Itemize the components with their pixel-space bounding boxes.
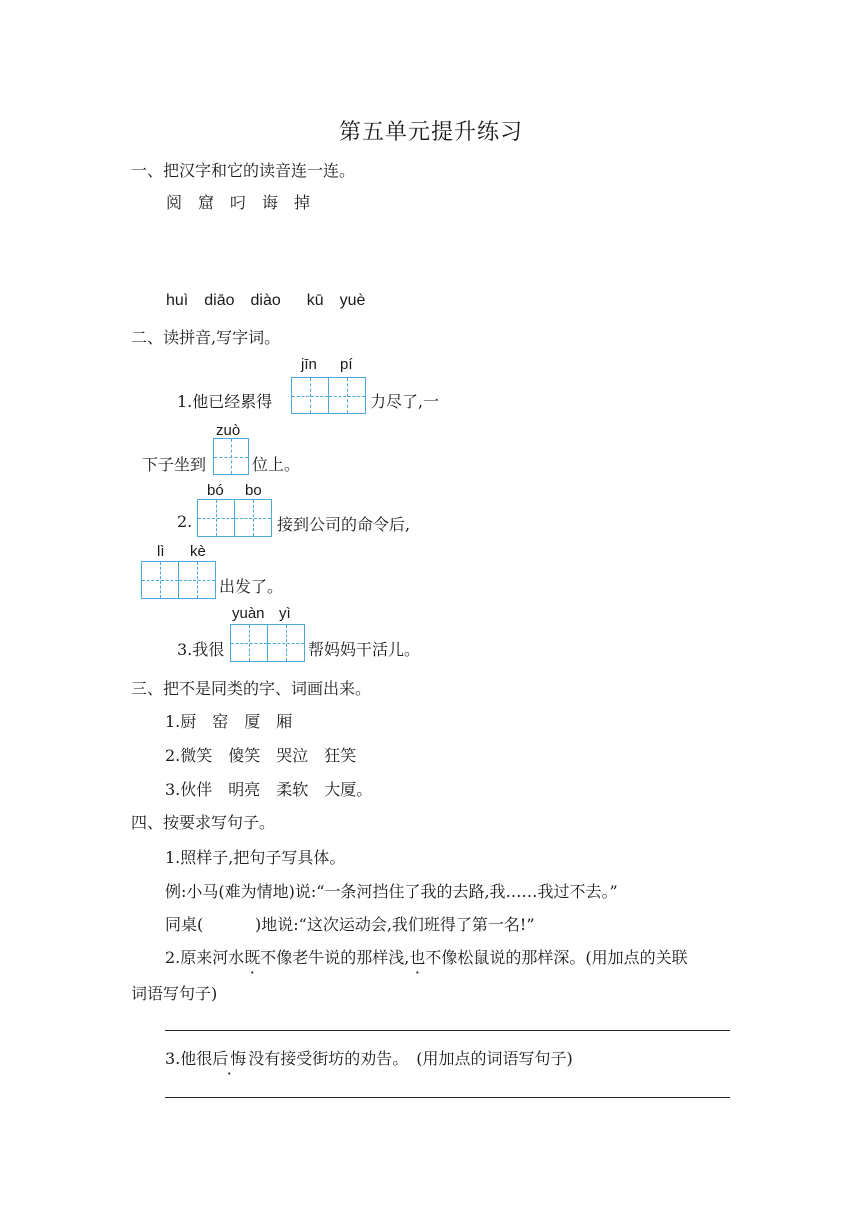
answer-line-1[interactable] bbox=[165, 1030, 730, 1031]
pinyin-5[interactable]: yuè bbox=[339, 292, 366, 309]
pinyin-3[interactable]: diào bbox=[250, 292, 281, 309]
hanzi-4[interactable]: 诲 bbox=[262, 193, 279, 212]
section-1-heading: 一、把汉字和它的读音连一连。 bbox=[131, 161, 356, 180]
q1-prefix-2: 下子坐到 bbox=[142, 455, 207, 474]
s4-example: 例:小马(难为情地)说:“一条河挡住了我的去路,我……我过不去。” bbox=[165, 882, 618, 901]
hanzi-row bbox=[166, 190, 326, 213]
s4-q1-blank[interactable] bbox=[215, 912, 255, 932]
q1-write-box-2[interactable] bbox=[213, 438, 249, 475]
q2-pinyin-3: lì bbox=[157, 543, 165, 560]
hanzi-2[interactable]: 窟 bbox=[198, 193, 215, 212]
s4-q3: 3.他很后悔没有接受街坊的劝告。 (用加点的词语写句子) bbox=[165, 1049, 573, 1068]
q1-pinyin-3: zuò bbox=[216, 422, 241, 439]
s4-q2-line1: 2.原来河水既不像老牛说的那样浅,也不像松鼠说的那样深。(用加点的关联 bbox=[165, 948, 688, 967]
q1-prefix: 1.他已经累得 bbox=[177, 392, 273, 411]
hanzi-3[interactable]: 叼 bbox=[230, 193, 247, 212]
page-title: 第五单元提升练习 bbox=[339, 120, 524, 145]
q2-write-box-2[interactable] bbox=[141, 561, 216, 599]
dotted-word-ye: 也 bbox=[409, 948, 426, 967]
s3-item-2: 2.微笑 傻笑 哭泣 狂笑 bbox=[165, 746, 357, 765]
q1-pinyin-2: pí bbox=[340, 356, 353, 373]
s4-q2-line2: 词语写句子) bbox=[131, 984, 218, 1003]
s4-q1-prompt-a: 同桌( bbox=[165, 915, 204, 934]
q1-suffix: 力尽了,一 bbox=[370, 392, 440, 411]
q2-pinyin-4: kè bbox=[190, 543, 206, 560]
q3-pinyin-2: yì bbox=[279, 605, 291, 622]
q1-pinyin-1: jīn bbox=[301, 356, 317, 373]
hanzi-1[interactable]: 阅 bbox=[166, 193, 183, 212]
s4-q1-prompt-b: )地说:“这次运动会,我们班得了第一名!” bbox=[255, 915, 535, 934]
q3-pinyin-1: yuàn bbox=[232, 605, 265, 622]
q2-pinyin-1: bó bbox=[207, 482, 224, 499]
q1-write-box[interactable] bbox=[291, 377, 366, 414]
section-2-heading: 二、读拼音,写字词。 bbox=[131, 328, 281, 347]
q3-write-box[interactable] bbox=[230, 624, 305, 662]
q1-suffix-2: 位上。 bbox=[252, 455, 301, 474]
q3-prefix: 3.我很 bbox=[177, 640, 225, 659]
q2-pinyin-2: bo bbox=[245, 482, 262, 499]
s4-q1: 1.照样子,把句子写具体。 bbox=[165, 848, 346, 867]
s3-item-1: 1.厨 窑 厦 厢 bbox=[165, 712, 293, 731]
q2-suffix: 接到公司的命令后, bbox=[277, 515, 411, 534]
pinyin-2[interactable]: diāo bbox=[204, 292, 235, 309]
dotted-word-houhui: 后悔 bbox=[212, 1049, 249, 1068]
pinyin-row bbox=[166, 292, 381, 310]
pinyin-4[interactable]: kū bbox=[306, 292, 324, 309]
q2-write-box[interactable] bbox=[197, 499, 272, 537]
s3-item-3: 3.伙伴 明亮 柔软 大厦。 bbox=[165, 780, 373, 799]
pinyin-1[interactable]: huì bbox=[166, 292, 189, 309]
q2-suffix-2: 出发了。 bbox=[219, 577, 284, 596]
section-3-heading: 三、把不是同类的字、词画出来。 bbox=[131, 679, 372, 698]
hanzi-5[interactable]: 掉 bbox=[294, 193, 311, 212]
answer-line-2[interactable] bbox=[165, 1097, 730, 1098]
section-4-heading: 四、按要求写句子。 bbox=[131, 813, 276, 832]
q2-prefix: 2. bbox=[177, 512, 193, 531]
dotted-word-ji: 既 bbox=[244, 948, 261, 967]
q3-suffix: 帮妈妈干活儿。 bbox=[308, 640, 421, 659]
